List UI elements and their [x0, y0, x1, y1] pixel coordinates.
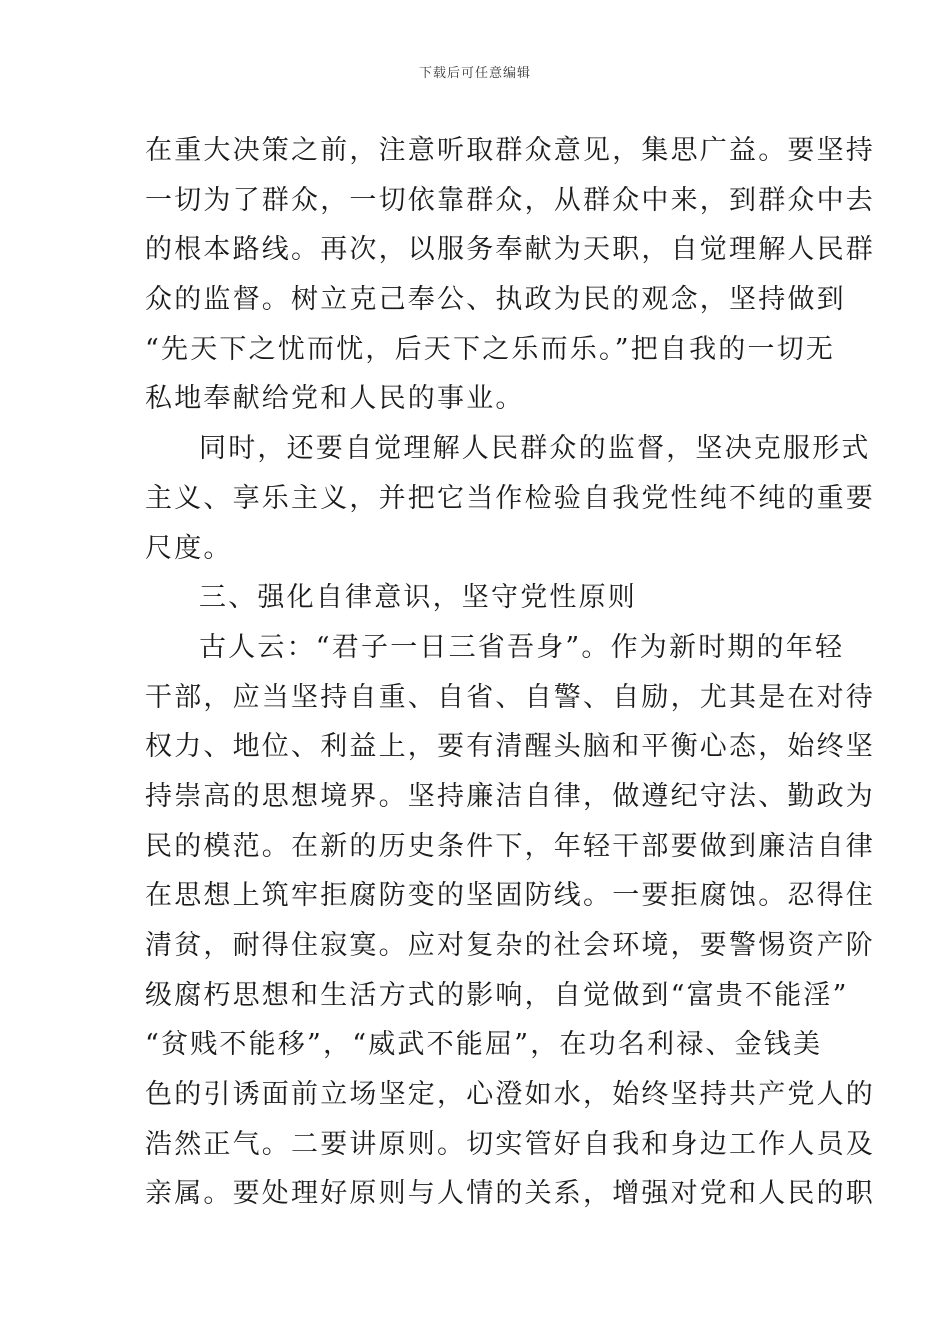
text-line: 在思想上筑牢拒腐防变的坚固防线。一要拒腐蚀。忍得住: [145, 880, 875, 912]
text-line: 色的引诱面前立场坚定，心澄如水，始终坚持共产党人的: [145, 1079, 875, 1111]
text-line: 主义、享乐主义，并把它当作检验自我党性纯不纯的重要: [145, 482, 875, 514]
document-body: [145, 126, 875, 1219]
text-line: 权力、地位、利益上，要有清醒头脑和平衡心态，始终坚: [145, 731, 875, 763]
text-line: 古人云：“君子一日三省吾身”。作为新时期的年轻: [199, 631, 845, 663]
text-line: 众的监督。树立克己奉公、执政为民的观念，坚持做到: [145, 284, 846, 316]
page-header: 下载后可任意编辑: [418, 66, 531, 81]
text-line: 级腐朽思想和生活方式的影响，自觉做到“富贵不能淫”: [145, 979, 849, 1011]
text-line: 民的模范。在新的历史条件下，年轻干部要做到廉洁自律: [145, 830, 875, 862]
text-line: 清贫，耐得住寂寞。应对复杂的社会环境，要警惕资产阶: [145, 930, 875, 961]
text-line: 同时，还要自觉理解人民群众的监督，坚决克服形式: [199, 433, 871, 465]
text-line: 亲属。要处理好原则与人情的关系，增强对党和人民的职: [145, 1178, 875, 1210]
text-line: 持崇高的思想境界。坚持廉洁自律，做遵纪守法、勤政为: [145, 780, 875, 812]
text-line: “先天下之忧而忧，后天下之乐而乐。”把自我的一切无: [145, 333, 836, 365]
text-line: 一切为了群众，一切依靠群众，从群众中来，到群众中去: [145, 184, 875, 216]
section-heading: 三、强化自律意识，坚守党性原则: [199, 582, 637, 614]
text-line: 的根本路线。再次，以服务奉献为天职，自觉理解人民群: [145, 234, 875, 266]
text-line: 干部，应当坚持自重、自省、自警、自励，尤其是在对待: [145, 681, 875, 713]
text-line: 浩然正气。二要讲原则。切实管好自我和身边工作人员及: [145, 1128, 875, 1160]
text-line: 私地奉献给党和人民的事业。: [145, 383, 525, 415]
text-line: “贫贱不能移”，“威武不能屈”，在功名利禄、金钱美: [145, 1029, 823, 1061]
text-line: 在重大决策之前，注意听取群众意见，集思广益。要坚持: [145, 135, 875, 166]
text-line: 尺度。: [145, 532, 233, 564]
